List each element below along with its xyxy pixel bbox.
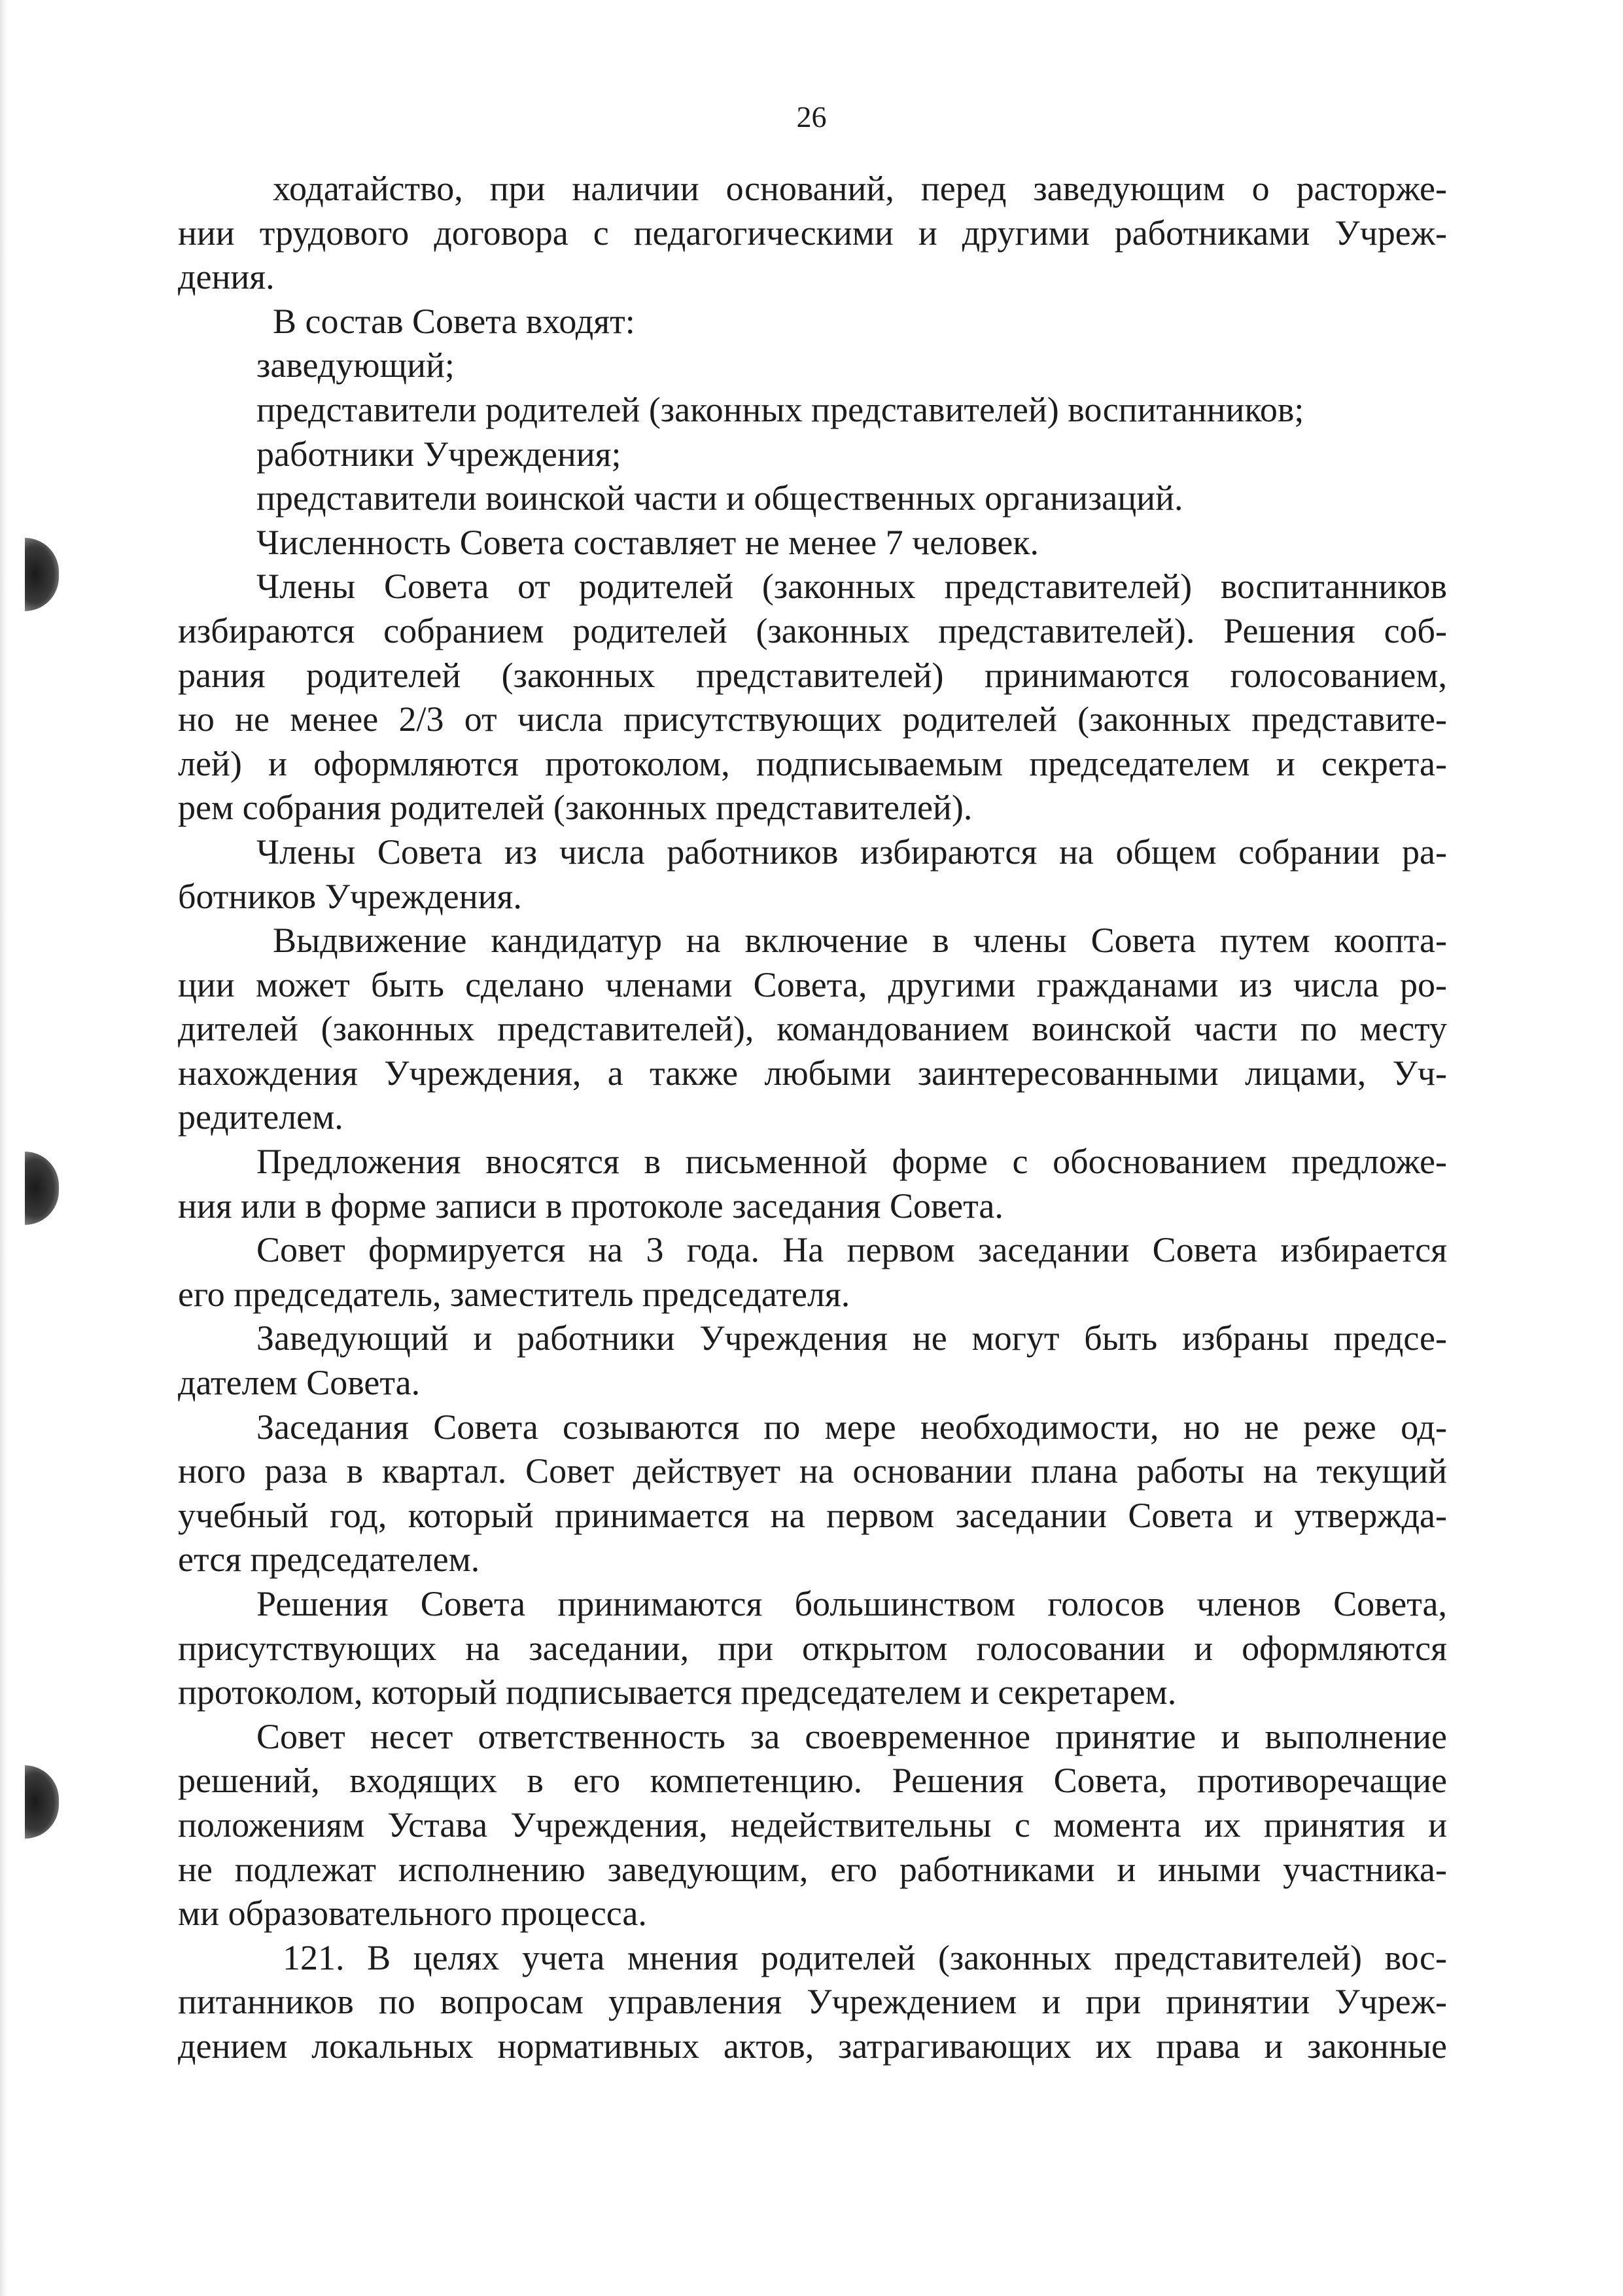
text-line: дения. [178,257,275,297]
text-line: ходатайство, при наличии оснований, перед заведующим о расторже- [273,169,1447,208]
text-line: Совет несет ответственность за своевременное принятие и выполнение [256,1716,1447,1756]
document-body [178,167,1447,2069]
text-line: 121. В целях учета мнения родителей (законных представителей) вос- [283,1937,1447,1977]
text-line: дением локальных нормативных актов, затрагивающих их права и законные [178,2026,1447,2066]
text-line: ного раза в квартал. Совет действует на основании плана работы на текущий [178,1451,1447,1491]
text-line: дителей (законных представителей), командованием воинской части по месту [178,1009,1447,1049]
text-line: Численность Совета составляет не менее 7 человек. [256,522,1039,562]
text-line: представители родителей (законных представителей) воспитанников; [256,389,1304,429]
text-line: Предложения вносятся в письменной форме с обоснованием предложе- [256,1142,1447,1182]
text-line: Заведующий и работники Учреждения не могут быть избраны предсе- [256,1318,1447,1358]
text-line: избираются собранием родителей (законных представителей). Решения соб- [178,610,1447,650]
page-edge [0,0,7,2296]
page-number: 26 [796,100,827,133]
text-line: ния или в форме записи в протоколе заседания Совета. [178,1186,1003,1226]
text-line: Заседания Совета созываются по мере необходимости, но не реже од- [256,1407,1447,1447]
text-line: редителем. [178,1097,343,1137]
text-line: Совет формируется на 3 года. На первом заседании Совета избирается [256,1230,1447,1270]
text-line: ции может быть сделано членами Совета, другими гражданами из числа ро- [178,964,1447,1004]
text-line: рем собрания родителей (законных представителей). [178,788,973,828]
text-line: рания родителей (законных представителей) принимаются голосованием, [178,655,1447,695]
text-line: заведующий; [256,345,455,385]
text-line: работники Учреждения; [256,434,621,474]
text-line: лей) и оформляются протоколом, подписываемым председателем и секрета- [178,743,1447,783]
text-line: Выдвижение кандидатур на включение в члены Совета путем коопта- [273,921,1447,961]
text-line: нии трудового договора с педагогическими и другими работниками Учреж- [178,213,1447,253]
text-line: Решения Совета принимаются большинством голосов членов Совета, [256,1584,1447,1623]
text-line: присутствующих на заседании, при открытом голосовании и оформляются [178,1628,1447,1668]
text-line: ется председателем. [178,1540,480,1580]
punch-hole [25,538,59,611]
text-line: дателем Совета. [178,1363,421,1403]
punch-hole [25,1152,59,1225]
text-line: Члены Совета от родителей (законных представителей) воспитанников [256,567,1447,607]
text-line: ботников Учреждения. [178,876,522,916]
text-line: представители воинской части и общественных организаций. [256,478,1183,518]
text-line: ми образовательного процесса. [178,1894,647,1934]
punch-hole [25,1765,59,1839]
text-line: его председатель, заместитель председателя. [178,1274,850,1314]
text-line: не подлежат исполнению заведующим, его работниками и иными участника- [178,1849,1447,1889]
text-line: решений, входящих в его компетенцию. Решения Совета, противоречащие [178,1761,1447,1801]
text-line: Члены Совета из числа работников избираются на общем собрании ра- [256,832,1447,872]
text-line: питанников по вопросам управления Учреждением и при принятии Учреж- [178,1982,1447,2022]
text-line: В состав Совета входят: [273,301,635,341]
text-line: учебный год, который принимается на первом заседании Совета и утвержда- [178,1495,1447,1535]
text-line: положениям Устава Учреждения, недействительны с момента их принятия и [178,1805,1447,1845]
text-line: протоколом, который подписывается председателем и секретарем. [178,1672,1177,1712]
text-line: но не менее 2/3 от числа присутствующих родителей (законных представите- [178,699,1447,739]
text-line: нахождения Учреждения, а также любыми заинтересованными лицами, Уч- [178,1053,1447,1093]
